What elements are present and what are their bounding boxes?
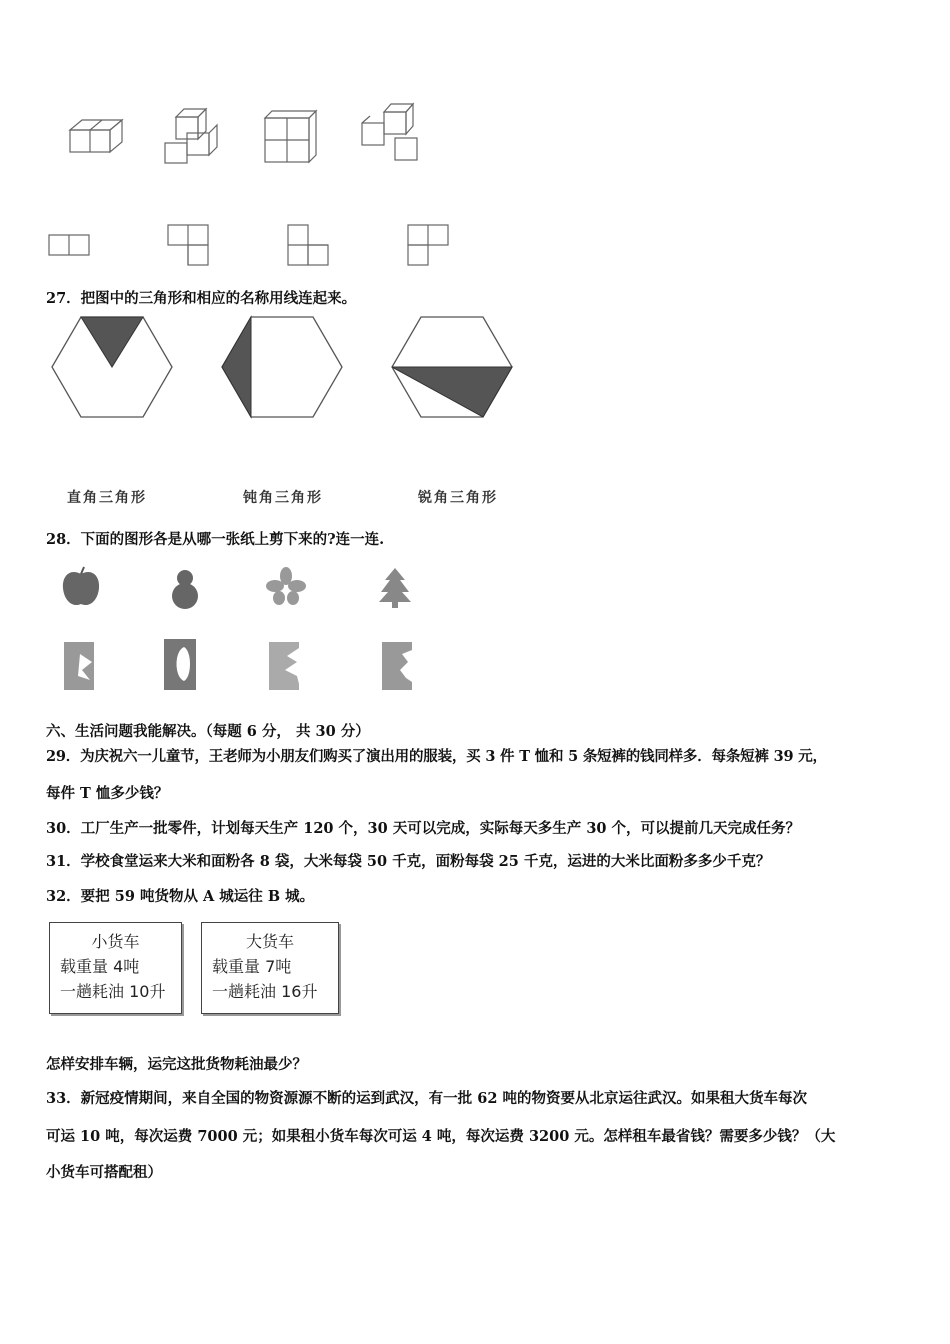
big-truck-card <box>201 922 339 1014</box>
gourd-shape <box>165 566 205 610</box>
view-figure-4 <box>405 222 455 267</box>
q33-line3: 小货车可搭配租） <box>46 1164 162 1181</box>
paper-1 <box>62 640 96 692</box>
label-acute-triangle: 锐角三角形 <box>418 490 498 506</box>
big-truck-title: 大货车 <box>245 932 294 951</box>
small-truck-load: 载重量 4吨 <box>60 957 140 976</box>
cube-figure-1 <box>60 110 130 170</box>
view-figure-2 <box>165 222 215 267</box>
small-truck-fuel: 一趟耗油 10升 <box>60 982 166 1001</box>
section6-heading: 六、生活问题我能解决。（每题 6 分， 共 30 分） <box>46 723 370 740</box>
q29-line2: 每件 T 恤多少钱？ <box>46 785 169 802</box>
big-truck-load: 载重量 7吨 <box>212 957 292 976</box>
cube-figure-4 <box>355 98 425 168</box>
q31-text: 31．学校食堂运来大米和面粉各 8 袋，大米每袋 50 千克，面粉每袋 25 千克，运进的大米比面粉多多少千克？ <box>46 853 771 870</box>
q33-line1: 33．新冠疫情期间，来自全国的物资源源不断的运到武汉，有一批 62 吨的物资要从北京运往武汉。如果租大货车每次 <box>46 1090 807 1107</box>
hexagon-3 <box>390 315 515 420</box>
paper-3 <box>267 640 301 692</box>
q33-line2: 可运 10 吨，每次运费 7000 元；如果租小货车每次可运 4 吨，每次运费 3200 元。怎样租车最省钱？需要多少钱？（大 <box>46 1128 836 1145</box>
hexagon-2 <box>220 315 345 420</box>
q32-question: 怎样安排车辆，运完这批货物耗油最少？ <box>46 1056 307 1073</box>
label-obtuse-triangle: 钝角三角形 <box>243 490 323 506</box>
q32-text: 32．要把 59 吨货物从 A 城运往 B 城。 <box>46 888 315 905</box>
big-truck-fuel: 一趟耗油 16升 <box>212 982 318 1001</box>
small-truck-title: 小货车 <box>91 932 140 951</box>
small-truck-card <box>49 922 182 1014</box>
paper-2 <box>162 637 198 692</box>
q27-text: 27．把图中的三角形和相应的名称用线连起来。 <box>46 290 357 307</box>
cube-figure-3 <box>260 108 325 168</box>
paper-4 <box>380 640 414 692</box>
hexagon-1 <box>50 315 175 420</box>
apple-shape <box>60 566 102 610</box>
q29-line1: 29．为庆祝六一儿童节，王老师为小朋友们购买了演出用的服装，买 3 件 T 恤和 5 条短裤的钱同样多．每条短裤 39 元， <box>46 748 827 765</box>
label-right-triangle: 直角三角形 <box>67 490 147 506</box>
tree-shape <box>377 566 413 610</box>
view-figure-1 <box>48 232 93 257</box>
q28-text: 28．下面的图形各是从哪一张纸上剪下来的?连一连. <box>46 531 385 548</box>
flower-shape <box>265 566 307 606</box>
q30-text: 30．工厂生产一批零件，计划每天生产 120 个，30 天可以完成，实际每天多生产 30 个，可以提前几天完成任务？ <box>46 820 801 837</box>
cube-figure-2 <box>160 105 230 170</box>
view-figure-3 <box>285 222 335 267</box>
